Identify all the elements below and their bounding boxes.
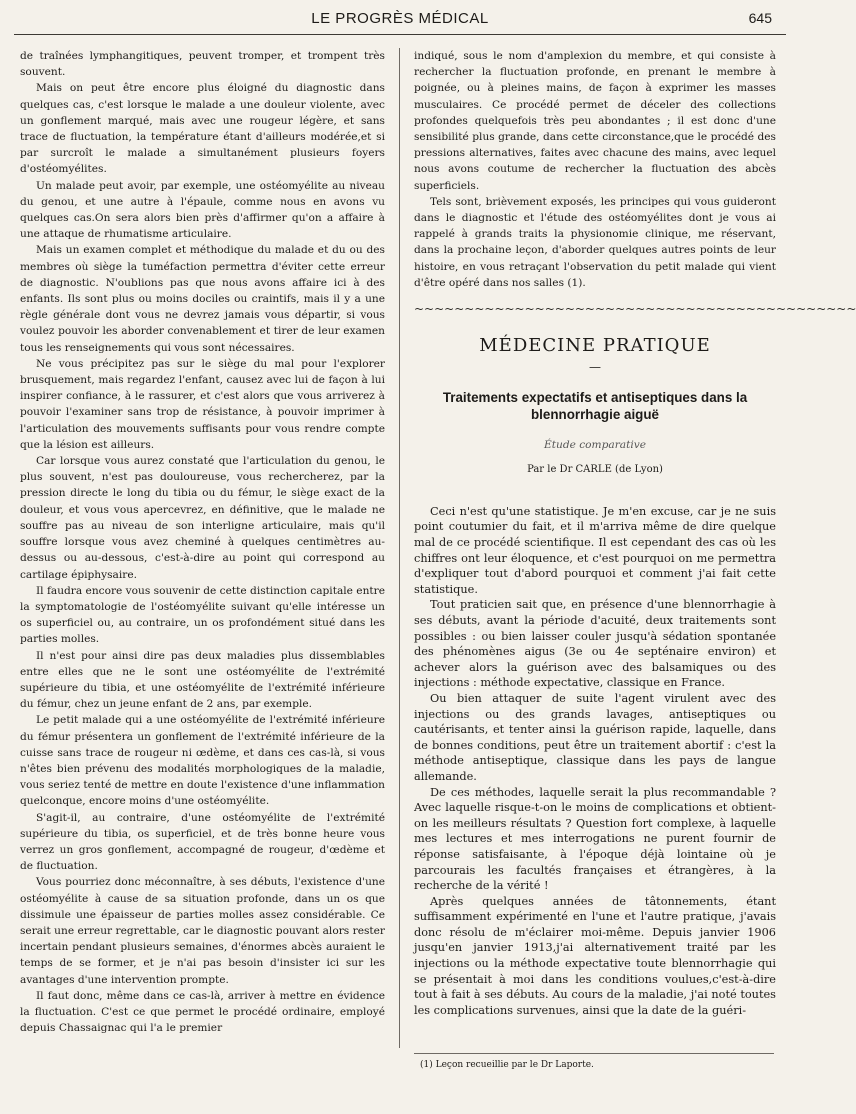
paragraph: De ces méthodes, laquelle serait la plus recommandable ? Avec laquelle risque-t-on le moins de complications et obtient-on les meilleurs résultats ? Question fort complexe, à laquelle mes lectures et mes interrogations ne purent fournir de réponse satisfaisante, à l'époque déjà lointaine où je parcourais les facultés françaises et étrangères, à la recherche de la vérité ! [414, 785, 776, 893]
header-rule [14, 34, 786, 35]
section-dash: — [589, 360, 601, 375]
article-subtitle: Étude comparative [544, 439, 646, 452]
paragraph: S'agit-il, au contraire, d'une ostéomyélite de l'extrémité supérieure du tibia, os superficiel, et de très bonne heure vous verrez un gros gonflement, accompagné de rougeur, d'œdème et de fluctuation. [20, 811, 385, 873]
paragraph: indiqué, sous le nom d'amplexion du membre, et qui consiste à rechercher la fluctuation profonde, en prenant le membre à poignée, ou à pleines mains, de façon à exprimer les masses musculaires. Ce procédé permet de déceler des collections profondes quelquefois très peu abondantes ; il est donc d'une sensibilité plus grande, dans cette circonstance,que le procédé des pressions alternatives, faites avec chacune des mains, avec lequel nous avons coutume de rechercher la fluctuation des abcès superficiels. [414, 50, 776, 192]
paragraph: Car lorsque vous aurez constaté que l'articulation du genou, le plus souvent, n'est pas douloureuse, vous rechercherez, par la pression directe le long du tibia ou du fémur, le siège exact de la douleur, et vous vous apercevrez, en définitive, que le malade ne souffre pas au niveau de son interligne articulaire, mais qu'il souffre lorsque vous avez cheminé à quelques centimètres au-dessus ou au-dessous, c'est-à-dire au point qui correspond au cartilage épiphysaire. [20, 455, 385, 581]
paragraph: Mais un examen complet et méthodique du malade et du ou des membres où siège la tuméfaction permettra d'éviter cette erreur de diagnostic. N'oublions pas que nous avons affaire ici à des enfants. Ils sont plus ou moins dociles ou craintifs, mais il y a une règle générale dont vous ne devrez jamais vous départir, si vous voulez pouvoir les aborder convenablement et tirer de leur examen tous les renseignements qui vous sont nécessaires. [20, 244, 385, 354]
paragraph: Tout praticien sait que, en présence d'une blennorrhagie à ses débuts, avant la période d'acuité, deux traitements sont possibles : ou bien laisser couler jusqu'à sédation spontanée des phénomènes aigus (3e ou 4e septénaire environ) et achever alors la guérison avec des balsamiques ou des injections : méthode expectative, classique en France. [414, 598, 776, 690]
paragraph: Après quelques années de tâtonnements, étant suffisamment expérimenté en l'une et l'autre pratique, j'avais donc résolu de m'éclairer moi-même. Depuis janvier 1906 jusqu'en janvier 1913,j'ai alternativement traité par les injections ou la méthode expectative toute blennorrhagie qui se présentait à moi dans les conditions voulues,c'est-à-dire tout à fait à ses débuts. Au cours de la maladie, j'ai noté toutes les complications survenues, ainsi que la date de la guéri- [414, 894, 776, 1017]
paragraph: Vous pourriez donc méconnaître, à ses débuts, l'existence d'une ostéomyélite à cause de sa situation profonde, dans un os que dissimule une épaisseur de parties molles assez considérable. Ce serait une erreur regrettable, car le diagnostic pouvant alors rester incertain pendant plusieurs semaines, d'énormes abcès auraient le temps de se former, et je n'ai pas besoin d'insister ici sur les avantages d'une intervention prompte. [20, 876, 385, 986]
article-body [414, 504, 776, 1019]
paragraph: Ne vous précipitez pas sur le siège du mal pour l'explorer brusquement, mais regardez l'enfant, causez avec lui de façon à lui inspirer confiance, à le rassurer, et c'est alors que vous arriverez à pouvoir l'examiner sans trop de résistance, à pouvoir imprimer à l'articulation des mouvements suffisants pour vous rendre compte que la lésion est ailleurs. [20, 357, 385, 451]
section-title: MÉDECINE PRATIQUE [479, 335, 711, 357]
footnote: (1) Leçon recueillie par le Dr Laporte. [420, 1060, 594, 1070]
footnote-rule [414, 1053, 774, 1054]
column-divider [399, 48, 400, 1048]
paragraph: de traînées lymphangitiques, peuvent tromper, et trompent très souvent. [20, 50, 385, 79]
paragraph: Mais on peut être encore plus éloigné du diagnostic dans quelques cas, c'est lorsque le malade a une douleur violente, avec un gonflement marqué, mais avec une rougeur légère, et sans trace de fluctuation, la température étant d'ailleurs modérée,et si par surcroît le malade a simultanément plusieurs foyers d'ostéomyélites. [20, 82, 385, 176]
paragraph: Le petit malade qui a une ostéomyélite de l'extrémité inférieure du fémur présentera un gonflement de l'extrémité inférieure de la cuisse sans trace de rougeur ni œdème, et dans ces cas-là, si vous n'êtes bien prévenu des modalités morphologiques de la maladie, vous seriez tenté de mettre en doute l'existence d'une inflammation quelconque, encore moins d'une ostéomyélite. [20, 714, 386, 808]
right-column [414, 48, 856, 1018]
page-number: 645 [748, 10, 772, 26]
section-ornament: ~~~~~~~~~~~~~~~~~~~~~~~~~~~~~~~~~~~~~~~~~~~~ [414, 302, 856, 317]
paragraph: Ceci n'est qu'une statistique. Je m'en excuse, car je ne suis point coutumier du fait, et il m'arriva même de dire quelque mal de ce procédé scientifique. Il est cependant des cas où les chiffres ont leur éloquence, et c'est pourquoi on me permettra d'expliquer tout d'abord pourquoi et comment j'ai fait cette statistique. [414, 504, 776, 596]
left-column [20, 48, 385, 1036]
article-title: Traitements expectatifs et antiseptiques dans la blennorrhagie aiguë [442, 390, 748, 423]
paragraph: Il faudra encore vous souvenir de cette distinction capitale entre la symptomatologie de l'ostéomyélite suivant qu'elle intéresse un os superficiel ou, au contraire, un os profondément situé dans les parties molles. [20, 584, 385, 646]
article-author: Par le Dr CARLE (de Lyon) [527, 463, 663, 475]
journal-title: LE PROGRÈS MÉDICAL [311, 10, 489, 27]
paragraph: Il faut donc, même dans ce cas-là, arriver à mettre en évidence la fluctuation. C'est ce que permet le procédé ordinaire, employé depuis Chassaignac qui l'a le premier [20, 989, 385, 1035]
paragraph: Un malade peut avoir, par exemple, une ostéomyélite au niveau du genou, et une autre à l'épaule, comme nous en avons vu quelques cas.On sera alors bien près d'affirmer qu'on a affaire à une attaque de rhumatisme articulaire. [20, 179, 385, 241]
paragraph: Il n'est pour ainsi dire pas deux maladies plus dissemblables entre elles que ne le sont une ostéomyélite de l'extrémité supérieure du tibia, et une ostéomyélite de l'extrémité inférieure du fémur, chez un jeune enfant de 2 ans, par exemple. [20, 649, 385, 711]
paragraph: Ou bien attaquer de suite l'agent virulent avec des injections ou des grands lavages, antiseptiques ou cautérisants, et tenter ainsi la guérison rapide, laquelle, dans de bonnes conditions, peut être un traitement abortif : c'est la méthode antiseptique, classique dans les pays de langue allemande. [414, 691, 776, 783]
paragraph: Tels sont, brièvement exposés, les principes qui vous guideront dans le diagnostic et l'étude des ostéomyélites dont je vous ai rappelé à grands traits la physionomie clinique, me réservant, dans la prochaine leçon, d'aborder quelques autres points de leur histoire, en vous retraçant l'observation du petit malade qui vient d'être opéré dans nos salles (1). [414, 195, 776, 289]
